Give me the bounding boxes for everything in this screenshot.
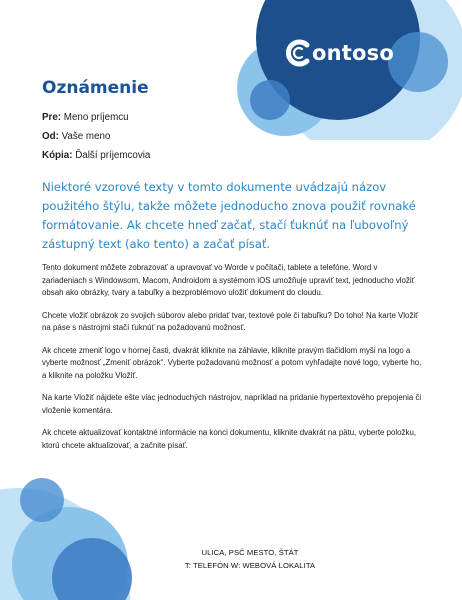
cc-label: Kópia: xyxy=(42,150,73,161)
to-label: Pre: xyxy=(42,112,62,123)
footer-decoration xyxy=(0,440,200,600)
from-label: Od: xyxy=(42,131,59,142)
logo-c-icon xyxy=(283,38,313,68)
body-paragraph: Chcete vložiť obrázok zo svojich súborov alebo pridať tvar, textové pole či tabuľku? Do toho! Na karte Vložiť na páse s nástrojmi stačí ťuknúť na požadovanú možnosť. xyxy=(42,310,419,333)
from-value: Vaše meno xyxy=(61,131,111,142)
to-value: Meno príjemcu xyxy=(63,112,129,123)
body-paragraph: Tento dokument môžete zobrazovať a upravovať vo Worde v počítači, tablete a telefóne. Word v zariadeniach s Windowsom, Macom, Androidom a systémom iOS umožňuje upraviť text, jednoducho vložiť obsah ako obrázky, tvary a tabuľky a bezproblémovo uložiť dokument do cloudu. xyxy=(42,263,415,298)
footer-address: ULICA, PSČ MESTO, ŠTÁT xyxy=(201,548,299,557)
cc-value: Ďalší príjemcovia xyxy=(75,150,151,161)
body-paragraph: Ak chcete aktualizovať kontaktné informácie na konci dokumentu, kliknite dvakrát na pätu, vyberte položku, ktorú chcete aktualizovať, a začnite písať. xyxy=(42,428,417,450)
lead-paragraph: Niektoré vzorové texty v tomto dokumente uvádzajú názov použitého štýlu, takže môžete jednoducho znova použiť rovnaké formátovanie. Ak chcete hneď začať, stačí ťuknúť na ľubovoľný zástupný text (ako tento) a začať písať. xyxy=(42,180,416,251)
recipient-to xyxy=(42,112,342,123)
logo-text: ontoso xyxy=(312,41,394,65)
right-blue-circle xyxy=(388,32,448,92)
body-text xyxy=(42,262,422,462)
body-paragraph: Ak chcete zmeniť logo v hornej časti, dvakrát kliknite na záhlavie, kliknite pravým tlačidlom myši na logo a vyberte možnosť „Zmeniť obrázok“. Vyberte požadovanú možnosť a potom vyhľadajte nové logo, vyberte ho, a kliknite na položku Vložiť. xyxy=(42,345,422,380)
footer-contact: T: TELEFÓN W: WEBOVÁ LOKALITA xyxy=(184,561,316,570)
recipient-from xyxy=(42,131,342,142)
body-paragraph: Na karte Vložiť nájdete ešte viac jednoduchých nástrojov, napríklad na pridanie hypertextového prepojenia či vloženie komentára. xyxy=(42,393,422,415)
page-title: Oznámenie xyxy=(42,78,149,98)
recipient-cc xyxy=(42,150,342,161)
company-logo[interactable] xyxy=(283,38,394,68)
footer-small-circle xyxy=(20,478,64,522)
